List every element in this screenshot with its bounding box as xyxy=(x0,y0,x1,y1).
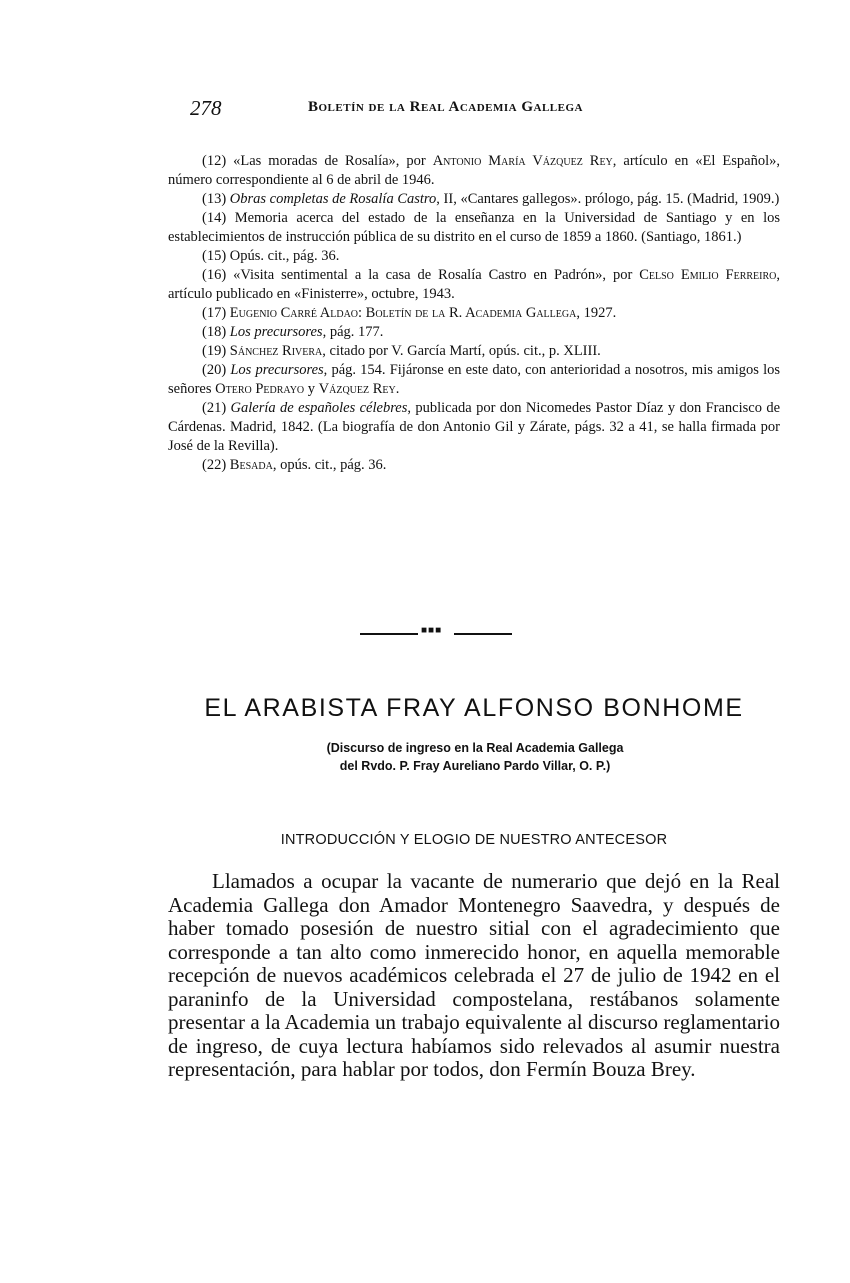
footnote xyxy=(168,266,780,304)
footnote xyxy=(168,361,780,399)
footnote-number: (20) xyxy=(202,362,227,378)
footnote-text: Celso Emilio Ferreiro xyxy=(639,267,777,283)
article-subtitle xyxy=(200,739,750,775)
footnote-text: Eugenio Carré Aldao: Boletín de la R. Academia Gallega xyxy=(229,305,577,321)
separator-ornament: ■■■ xyxy=(421,625,443,636)
footnote-text: «Visita sentimental a la casa de Rosalía Castro en Padrón», por xyxy=(226,267,640,283)
footnotes-list xyxy=(168,152,780,475)
footnote-text: , artículo en «El Español», número correspondiente al 6 de abril de 1946. xyxy=(168,153,780,188)
footnote-text: Memoria acerca del estado de la enseñanza en la Universidad de Santiago y en los establecimientos de instrucción pública de su distrito en el curso de 1859 a 1860. (Santiago, 1861.) xyxy=(168,210,780,245)
footnote-text: , II, «Cantares gallegos». prólogo, pág. 15. (Madrid, 1909.) xyxy=(436,191,780,207)
footnote-text: Antonio María Vázquez Rey xyxy=(432,153,613,169)
body-text xyxy=(168,870,780,1082)
subtitle-line: del Rvdo. P. Fray Aureliano Pardo Villar, O. P.) xyxy=(339,759,611,773)
footnote xyxy=(168,399,780,456)
footnote-text: Los precursores xyxy=(230,362,324,378)
footnote-text: «Las moradas de Rosalía», por xyxy=(226,153,433,169)
footnote-text: Vázquez Rey xyxy=(318,381,396,397)
footnote-text: , 1927. xyxy=(576,305,617,321)
footnote-text: Sánchez Rivera xyxy=(229,343,323,359)
footnote-text: Besada xyxy=(229,457,273,473)
footnote-text: Los precursores xyxy=(229,324,323,340)
footnote-number: (17) xyxy=(202,305,227,321)
body-paragraph: Llamados a ocupar la vacante de numerario que dejó en la Real Academia Gallega don Amador Montenegro Saavedra, y después de haber tomado posesión de nuestro sitial con el agradecimiento que corresponde a tan alto como inmerecido honor, en aquella memorable recepción de nuevos académicos celebrada el 27 de julio de 1942 en el paraninfo de la Universidad compostelana, restábanos solamente presentar a la Academia un trabajo equivalente al discurso reglamentario de ingreso, de cuya lectura habíamos sido relevados al asumir nuestra representación, para hablar por todos, don Fermín Bouza Brey. xyxy=(168,869,780,1081)
footnote xyxy=(168,247,780,266)
footnote-number: (21) xyxy=(202,400,227,416)
footnote xyxy=(168,190,780,209)
section-heading: INTRODUCCIÓN Y ELOGIO DE NUESTRO ANTECESOR xyxy=(280,832,668,848)
footnote-text: Galería de españoles célebres xyxy=(230,400,408,416)
page-number: 278 xyxy=(190,96,222,120)
footnote-text: , citado por V. García Martí, opús. cit., p. XLIII. xyxy=(322,343,601,359)
footnote-text: , pág. 154. Fijáronse en este dato, con anterioridad a nosotros, mis amigos los señores xyxy=(168,362,781,397)
footnote-number: (14) xyxy=(202,210,227,226)
subtitle-line: (Discurso de ingreso en la Real Academia Gallega xyxy=(326,741,624,755)
footnote-text: , opús. cit., pág. 36. xyxy=(272,457,387,473)
separator-line-right xyxy=(454,633,512,635)
footnote xyxy=(168,456,780,475)
footnote-text: , artículo publicado en «Finisterre», octubre, 1943. xyxy=(168,267,780,302)
footnote xyxy=(168,304,780,323)
section-separator xyxy=(360,625,512,637)
running-head: Boletín de la Real Academia Gallega xyxy=(308,99,583,115)
footnote-text: y xyxy=(304,381,319,397)
footnote-number: (15) xyxy=(202,248,227,264)
footnote-text: Otero Pedrayo xyxy=(215,381,305,397)
footnote-text: , pág. 177. xyxy=(322,324,384,340)
page-header xyxy=(168,96,778,122)
footnote xyxy=(168,152,780,190)
separator-line-left xyxy=(360,633,418,635)
footnote-number: (13) xyxy=(202,191,227,207)
footnote-number: (19) xyxy=(202,343,227,359)
footnote-text: Obras completas de Rosalía Castro xyxy=(229,191,437,207)
footnote-text: . xyxy=(395,381,400,397)
footnote-number: (12) xyxy=(202,153,227,169)
article-title: EL ARABISTA FRAY ALFONSO BONHOME xyxy=(204,694,744,722)
footnote-number: (22) xyxy=(202,457,227,473)
footnote-text: Opús. cit., pág. 36. xyxy=(226,248,340,264)
footnote-text: , publicada por don Nicomedes Pastor Díaz y don Francisco de Cárdenas. Madrid, 1842. (La biografía de don Antonio Gil y Zárate, págs. 32 a 41, se halla firmada por José de la Revilla). xyxy=(168,400,781,454)
footnote-number: (18) xyxy=(202,324,227,340)
footnote xyxy=(168,323,780,342)
footnote-number: (16) xyxy=(202,267,227,283)
footnote xyxy=(168,342,780,361)
footnote xyxy=(168,209,780,247)
